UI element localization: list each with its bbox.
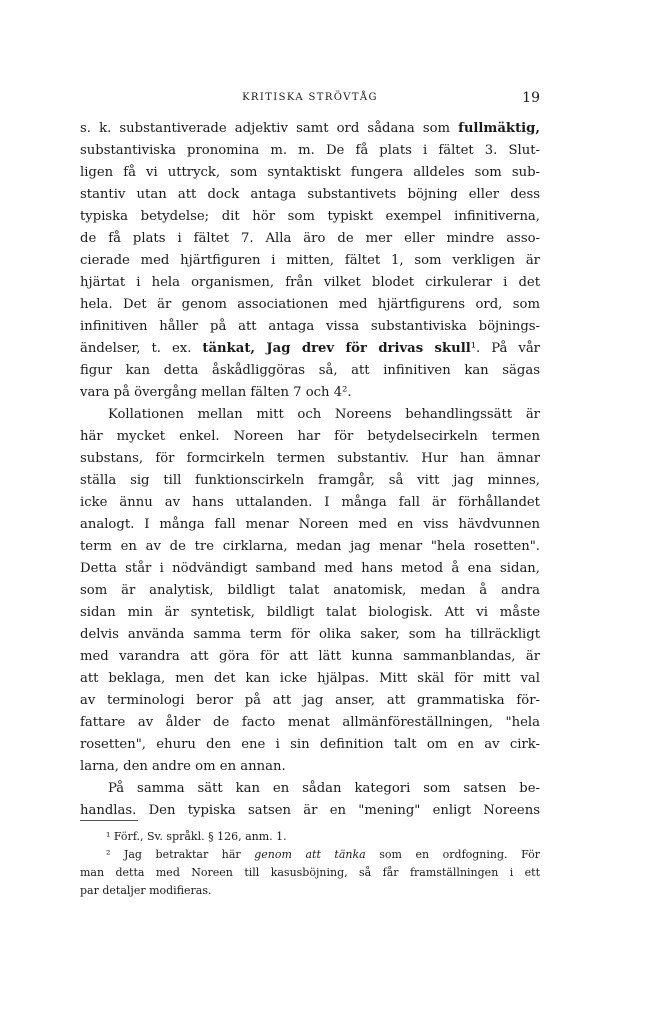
- footnote-2-continuation: man detta med Noreen till kasusböjning, så får framställningen i ett: [80, 866, 540, 879]
- bold-example: tänkat, Jag drev för drivas skull: [202, 341, 471, 356]
- paragraph-start: Kollationen mellan mitt och Noreens behandlingssätt är: [108, 407, 540, 422]
- text-line: figur kan detta åskådliggöras så, att infinitiven kan sägas: [80, 363, 540, 378]
- text-line: ligen få vi uttryck, som syntaktiskt fungera alldeles som sub-: [80, 165, 540, 180]
- text-line: sidan min är syntetisk, bildligt talat biologisk. Att vi måste: [80, 605, 540, 620]
- footnote-2-continuation: par detaljer modifieras.: [80, 884, 212, 897]
- body-text: [80, 118, 540, 822]
- footnotes: [80, 828, 540, 900]
- text-line: typiska betydelse; dit hör som typiskt exempel infinitiverna,: [80, 209, 540, 224]
- text-line: substans, för formcirkeln termen substantiv. Hur han ämnar: [80, 451, 540, 466]
- text-line: Detta står i nödvändigt samband med hans metod å ena sidan,: [80, 561, 540, 576]
- text-line: icke ännu av hans uttalanden. I många fall är förhållandet: [80, 495, 540, 510]
- page-header: [80, 90, 540, 108]
- text-line: stantiv utan att dock antaga substantivets böjning eller dess: [80, 187, 540, 202]
- text-line: de få plats i fältet 7. Alla äro de mer eller mindre asso-: [80, 231, 540, 246]
- footnote-divider: [80, 820, 138, 821]
- text-line: här mycket enkel. Noreen har för betydelsecirkeln termen: [80, 429, 540, 444]
- text-line: av terminologi beror på att jag anser, att grammatiska för-: [80, 693, 540, 708]
- bold-term: fullmäktig,: [458, 121, 540, 136]
- text-line: analogt. I många fall menar Noreen med en viss hävdvunnen: [80, 517, 540, 532]
- text-line: cierade med hjärtfiguren i mitten, fältet 1, som verkligen är: [80, 253, 540, 268]
- running-title: KRITISKA STRÖVTÅG: [242, 92, 378, 103]
- text-line: s. k. substantiverade adjektiv samt ord sådana som fullmäktig,: [80, 121, 540, 136]
- text-line: ändelser, t. ex. tänkat, Jag drev för drivas skull¹. På vår: [80, 341, 540, 356]
- text-line: hjärtat i hela organismen, från vilket blodet cirkulerar i det: [80, 275, 540, 290]
- footnote-1: ¹ Förf., Sv. språkl. § 126, anm. 1.: [106, 830, 287, 843]
- text-line: hela. Det är genom associationen med hjärtfigurens ord, som: [80, 297, 540, 312]
- text-line: fattare av ålder de facto menat allmänföreställningen, "hela: [80, 715, 540, 730]
- text-line: som är analytisk, bildligt talat anatomisk, medan å andra: [80, 583, 540, 598]
- footnote-2: ² Jag betraktar här genom att tänka som en ordfogning. För: [106, 848, 540, 861]
- paragraph-start: På samma sätt kan en sådan kategori som satsen be-: [108, 781, 540, 796]
- text-line: handlas. Den typiska satsen är en "mening" enligt Noreens: [80, 803, 540, 818]
- text-line: vara på övergång mellan fälten 7 och 4².: [80, 385, 352, 400]
- text-line: term en av de tre cirklarna, medan jag menar "hela rosetten".: [80, 539, 540, 554]
- text-line: rosetten", ehuru den ene i sin definition talt om en av cirk-: [80, 737, 540, 752]
- text-line: med varandra att göra för att lätt kunna sammanblandas, är: [80, 649, 540, 664]
- text-line: att beklaga, men det kan icke hjälpas. Mitt skäl för mitt val: [80, 671, 540, 686]
- text-line: infinitiven håller på att antaga vissa substantiviska böjnings-: [80, 319, 540, 334]
- italic-phrase: genom att tänka: [254, 848, 366, 861]
- text-line: substantiviska pronomina m. m. De få plats i fältet 3. Slut-: [80, 143, 540, 158]
- text-line: delvis använda samma term för olika saker, som ha tillräckligt: [80, 627, 540, 642]
- text-line: larna, den andre om en annan.: [80, 759, 286, 774]
- text-line: ställa sig till funktionscirkeln framgår, så vitt jag minnes,: [80, 473, 540, 488]
- page-number: 19: [522, 90, 540, 106]
